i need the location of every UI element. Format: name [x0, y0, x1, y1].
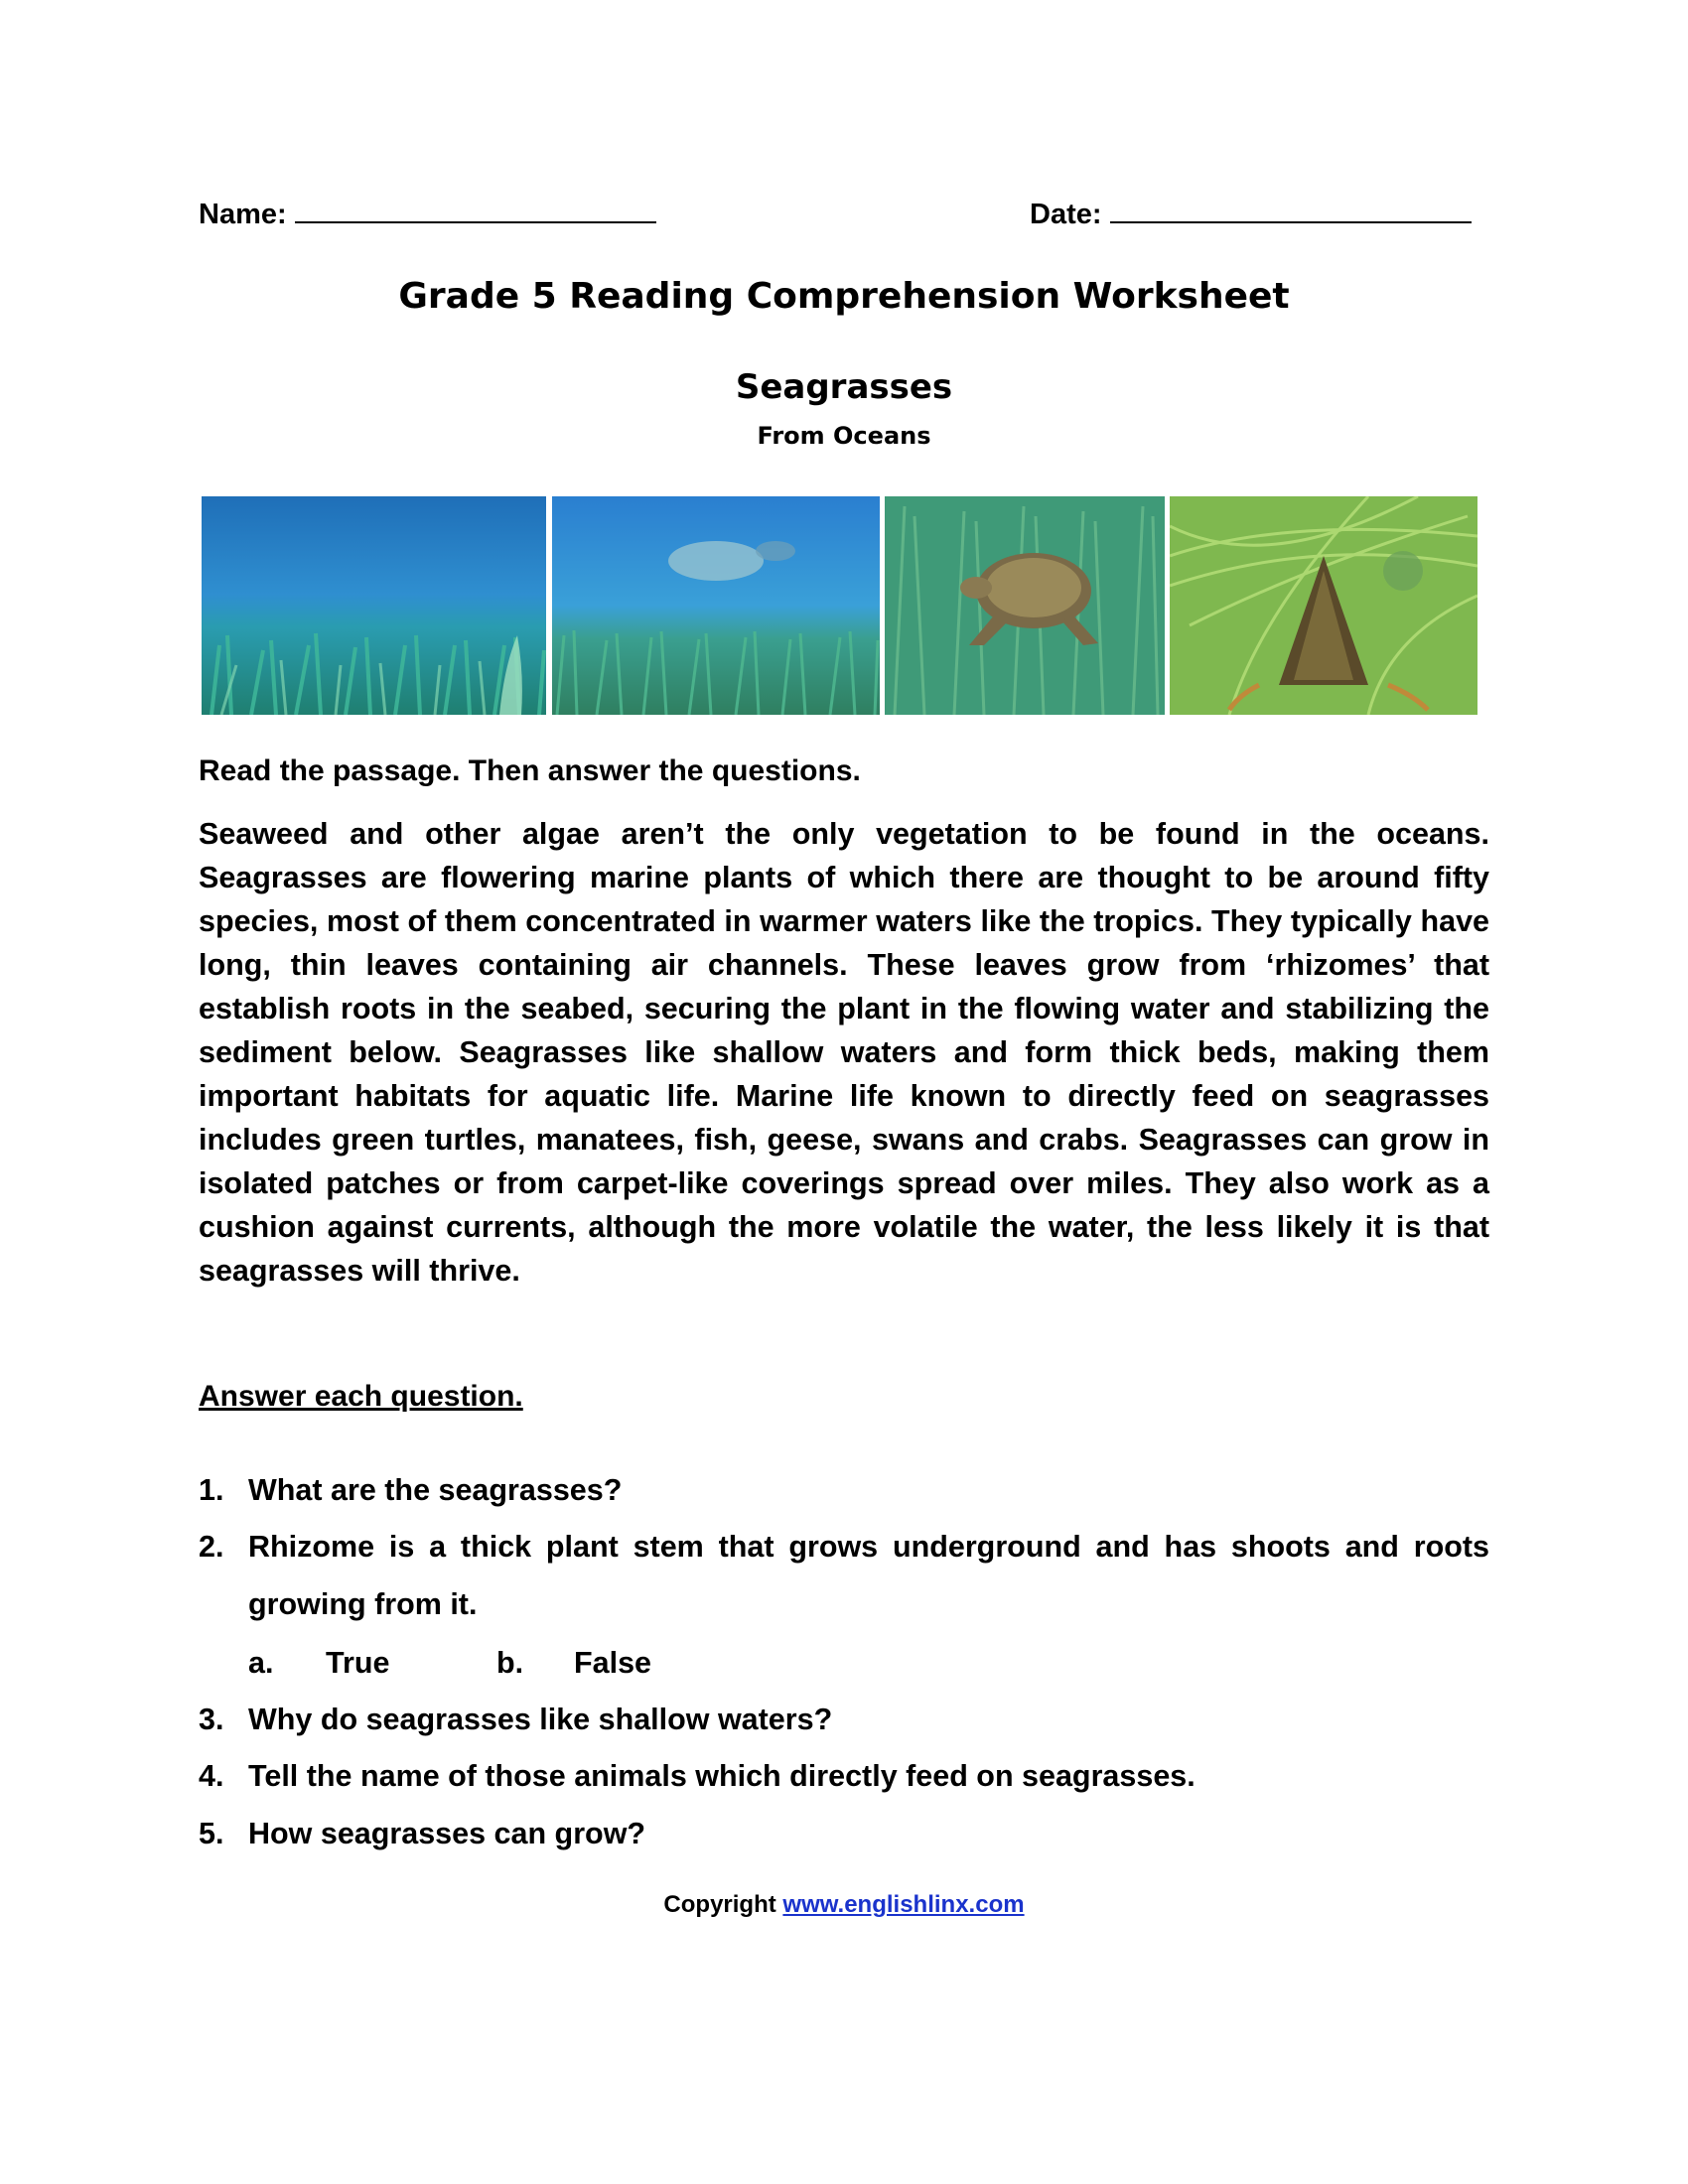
question-text: Tell the name of those animals which directly feed on seagrasses.: [248, 1759, 1196, 1793]
worksheet-title: Grade 5 Reading Comprehension Worksheet: [398, 276, 1290, 317]
answer-heading: Answer each question.: [199, 1380, 523, 1413]
manatee-photo: [552, 496, 880, 715]
date-blank-line: [1110, 200, 1472, 223]
reading-passage: Seaweed and other algae aren’t the only vegetation to be found in the oceans. Seagrasses are flowering marine plants of which there are thought to be around fifty species, most of them concentrated in warmer waters like the tropics. They typically have long, thin leaves containing air channels. These leaves grow from ‘rhizomes’ that establish roots in the seabed, securing the plant in the flowing water and stabilizing the sediment below. Seagrasses like shallow waters and form thick beds, making them important habitats for aquatic life. Marine life known to directly feed on seagrasses includes green turtles, manatees, fish, geese, swans and crabs. Seagrasses can grow in isolated patches or from carpet-like coverings spread over miles. They also work as a cushion against currents, although the more volatile the water, the less likely it is that seagrasses will thrive.: [199, 817, 1489, 1288]
name-field: [199, 199, 656, 231]
question-text: Why do seagrasses like shallow waters?: [248, 1703, 833, 1736]
option-b-letter: b.: [496, 1646, 524, 1680]
option-a-letter: a.: [248, 1646, 274, 1680]
option-b-text: False: [574, 1646, 651, 1680]
instructions: Read the passage. Then answer the questions.: [199, 754, 861, 787]
date-field: [1030, 199, 1472, 231]
seagrass-meadow-photo: [202, 496, 546, 715]
name-label: Name:: [199, 199, 287, 230]
question-text: How seagrasses can grow?: [248, 1817, 646, 1850]
date-label: Date:: [1030, 199, 1102, 230]
question-text: Rhizome is a thick plant stem that grows underground and has shoots and roots growing from it.: [248, 1530, 1489, 1621]
question-number: 4.: [199, 1759, 224, 1793]
option-a-text: True: [326, 1646, 390, 1680]
question-number: 2.: [199, 1530, 224, 1564]
copyright-footer: [0, 1891, 1688, 1919]
question-text: What are the seagrasses?: [248, 1473, 623, 1507]
copyright-link[interactable]: www.englishlinx.com: [782, 1891, 1025, 1918]
copyright-label: Copyright: [663, 1891, 776, 1918]
question-number: 3.: [199, 1703, 224, 1736]
passage-title: Seagrasses: [735, 367, 953, 407]
passage-source: From Oceans: [757, 422, 931, 450]
green-turtle-photo: [885, 496, 1165, 715]
name-blank-line: [295, 200, 656, 223]
crab-seagrass-photo: [1170, 496, 1477, 715]
question-number: 5.: [199, 1817, 224, 1850]
question-number: 1.: [199, 1473, 224, 1507]
